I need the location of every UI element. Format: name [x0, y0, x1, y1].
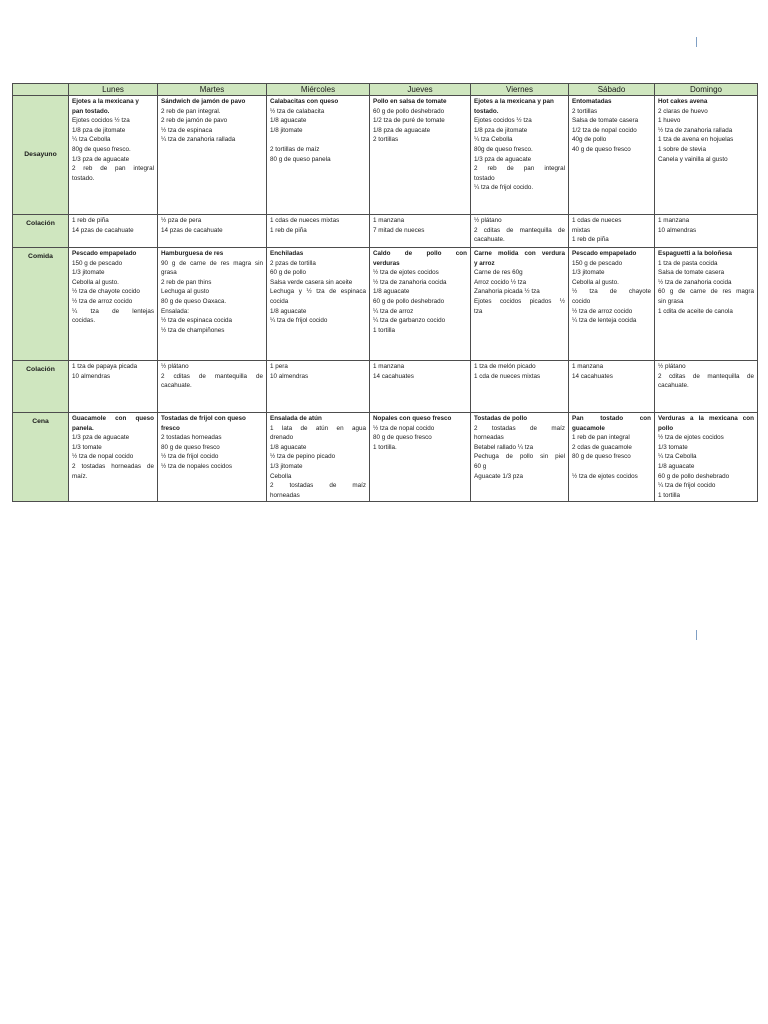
meal-label: Colación — [13, 361, 69, 413]
cell-line: 14 cacahuates — [373, 372, 414, 380]
cell-line: ½ tza de chayote — [572, 288, 651, 296]
cell-line: 1 sobre de stevia — [658, 145, 706, 153]
menu-cell-domingo — [655, 215, 758, 248]
menu-cell-viernes — [471, 248, 569, 361]
cell-line: ½ tza de ejotes cocidos — [572, 472, 638, 480]
cell-line: ½ tza de nopal cocido — [373, 424, 435, 432]
cell-line: 1 manzana — [658, 217, 690, 224]
cell-line: ¼ tza de lenteja cocida — [572, 317, 637, 325]
cell-line: ½ tza de frijol cocido — [161, 453, 219, 461]
cell-line: ¼ tza de lentejas — [72, 307, 154, 315]
meal-label: Comida — [13, 248, 69, 361]
cell-line: 80 g de queso fresco — [373, 434, 432, 442]
menu-cell-jueves — [370, 248, 471, 361]
cell-line: 1 cdas de nueces mixtas — [270, 217, 340, 224]
cell-line: Verduras a la mexicana con — [658, 415, 754, 422]
cell-line: Hamburguesa de res — [161, 250, 224, 257]
cell-line: mixtas — [572, 226, 591, 234]
cell-line: fresco — [161, 424, 180, 432]
cell-line: Salsa de tomate casera — [658, 269, 725, 277]
meal-label: Colación — [13, 215, 69, 248]
cell-line: Carne de res 60g — [474, 269, 523, 277]
cell-line: 2 pzas de tortilla — [270, 259, 316, 267]
cell-line: 1 cdas de nueces — [572, 217, 622, 224]
cell-line: 60 g de pollo — [270, 269, 307, 277]
cell-line: 2 reb de pan integral — [72, 165, 154, 173]
cell-line: pollo — [658, 424, 674, 432]
cell-line: Lechuga al gusto — [161, 288, 209, 296]
cell-line: 1 manzana — [572, 363, 604, 370]
cell-line: 2 reb de pan integral. — [161, 107, 221, 115]
cell-line: 1 reb de pan integral — [572, 434, 630, 442]
cell-line: 1/3 jitomate — [72, 269, 105, 277]
menu-cell-martes — [158, 96, 267, 215]
cell-line: ½ tza de zanahoria cocida — [658, 278, 732, 286]
cell-line: 2 reb de pan thins — [161, 278, 212, 286]
cell-line: 2 reb de jamón de pavo — [161, 117, 228, 125]
cell-line: verduras — [373, 259, 400, 267]
cell-line: 150 g de pescado — [572, 259, 623, 267]
cell-line: Guacamole con queso — [72, 415, 154, 422]
cell-line: ½ tza de ejotes cocidos — [658, 434, 724, 442]
menu-cell-domingo — [655, 248, 758, 361]
day-header-martes: Martes — [158, 84, 267, 96]
menu-cell-jueves — [370, 96, 471, 215]
menu-cell-viernes — [471, 96, 569, 215]
cell-line: 1/2 tza de puré de tomate — [373, 117, 445, 125]
menu-cell-lunes — [69, 215, 158, 248]
cell-line: ½ plátano — [161, 363, 189, 370]
cell-line: 1 pera — [270, 363, 288, 370]
cell-line: tza — [474, 307, 483, 315]
menu-cell-miercoles — [267, 215, 370, 248]
cell-line: ½ tza de zanahoria cocida — [373, 278, 447, 286]
cell-line: Pollo en salsa de tomate — [373, 98, 447, 105]
cell-line: ½ tza de nopales cocidos — [161, 462, 233, 470]
cell-line: 80 g de queso fresco — [572, 453, 631, 461]
cell-line: 60 g de carne de res magra — [658, 288, 754, 296]
cell-line: ¼ tza de frijol cocido — [658, 482, 716, 490]
cell-line: Entomatadas — [572, 98, 612, 105]
cell-line: 2 reb de pan integral — [474, 165, 565, 173]
cell-line: Espaguetti a la boloñesa — [658, 250, 732, 257]
cell-line — [572, 462, 651, 472]
cell-line: ½ plátano — [658, 363, 686, 370]
cell-line: 1 tza de pasta cocida — [658, 259, 718, 267]
cell-line: ½ tza de ejotes cocidos — [373, 269, 439, 277]
cell-line: 80g de queso fresco. — [474, 145, 533, 153]
cell-line: Ejotes cocidos picados ½ — [474, 297, 565, 305]
cell-line: 1 cda de nueces mixtas — [474, 372, 541, 380]
colacion-am-row — [13, 215, 758, 248]
cell-line: Pechuga de pollo sin piel — [474, 453, 565, 461]
day-header-jueves: Jueves — [370, 84, 471, 96]
menu-cell-lunes — [69, 248, 158, 361]
cell-line: Tostadas de pollo — [474, 415, 528, 422]
cell-line: 1 tortilla — [658, 491, 681, 499]
cell-line: 14 pzas de cacahuate — [72, 226, 134, 234]
cell-line: cocidas. — [72, 317, 96, 325]
menu-cell-sabado — [569, 361, 655, 413]
cell-line: guacamole — [572, 424, 605, 432]
cell-line: 1/8 aguacate — [658, 462, 695, 470]
cell-line: tostado — [474, 174, 495, 182]
cell-line: Cebolla — [270, 472, 292, 480]
cell-line: ¼ tza de garbanzo cocido — [373, 317, 446, 325]
cell-line: cacahuate. — [161, 382, 192, 390]
cell-line: ½ tza de calabacita — [270, 107, 325, 115]
cell-line: 1 tza de melón picado — [474, 363, 536, 370]
cell-line: ½ tza de chayote cocido — [72, 288, 140, 296]
cell-line: 2 tostadas de maíz — [270, 482, 366, 490]
cell-line: 1/3 pza de aguacate — [72, 155, 130, 163]
cell-line: ¼ tza Cebolla — [72, 136, 111, 144]
cell-line: grasa — [161, 269, 177, 277]
cell-line: 60 g de pollo deshebrado — [373, 297, 445, 305]
cell-line: ½ pza de pera — [161, 217, 202, 224]
cell-line: 40g de pollo — [572, 136, 607, 144]
cell-line: 1 tortilla. — [373, 443, 397, 451]
cell-line: Caldo de pollo con — [373, 250, 467, 257]
day-header-lunes: Lunes — [69, 84, 158, 96]
menu-cell-jueves — [370, 413, 471, 502]
cell-line: Zanahoria picada ½ tza — [474, 288, 540, 296]
cell-line: 1/3 pza de aguacate — [474, 155, 532, 163]
cell-line: Ejotes a la mexicana y pan — [474, 98, 554, 105]
menu-cell-sabado — [569, 215, 655, 248]
comida-row — [13, 248, 758, 361]
menu-cell-domingo — [655, 361, 758, 413]
cell-line: 40 g de queso fresco — [572, 145, 631, 153]
meal-label: Cena — [13, 413, 69, 502]
cell-line: 1 tortilla — [373, 326, 396, 334]
cell-line: 1/8 pza de jitomate — [474, 126, 528, 134]
cell-line: 2 tostadas horneadas — [161, 434, 222, 442]
cell-line: 1/3 jitomate — [270, 462, 303, 470]
cell-line: Pescado empapelado — [72, 250, 137, 257]
cell-line: ¼ tza Cebolla — [658, 453, 697, 461]
cell-line: ½ tza de espinaca cocida — [161, 317, 233, 325]
cell-line: 2 claras de huevo — [658, 107, 708, 115]
cell-line: ¼ tza Cebolla — [474, 136, 513, 144]
cell-line: ½ tza de zanahoria rallada — [658, 126, 733, 134]
cell-line: ½ tza de pepino picado — [270, 453, 336, 461]
cell-line: 1/8 pza de jitomate — [72, 126, 126, 134]
menu-cell-sabado — [569, 413, 655, 502]
cell-line: 1/3 jitomate — [572, 269, 605, 277]
cell-line: 2 tostadas horneadas de — [72, 462, 154, 470]
menu-cell-lunes — [69, 361, 158, 413]
cell-line: 1/3 tomate — [72, 443, 102, 451]
cell-line: Aguacate 1/3 pza — [474, 472, 524, 480]
menu-cell-martes — [158, 248, 267, 361]
menu-cell-martes — [158, 361, 267, 413]
cell-line: ½ plátano — [474, 217, 502, 224]
cell-line: 2 tortillas de maíz — [270, 145, 320, 153]
menu-cell-viernes — [471, 413, 569, 502]
day-header-sabado: Sábado — [569, 84, 655, 96]
cell-line: Ejotes a la mexicana y — [72, 98, 139, 105]
cell-line: Hot cakes avena — [658, 98, 708, 105]
cell-line: Pescado empapelado — [572, 250, 637, 257]
cell-line: 1/8 aguacate — [270, 307, 307, 315]
cell-line: ½ tza de champiñones — [161, 326, 225, 334]
menu-cell-martes — [158, 413, 267, 502]
cell-line: 14 pzas de cacahuate — [161, 226, 223, 234]
cell-line: y arroz — [474, 259, 495, 267]
cell-line: 2 cditas de mantequilla de — [474, 226, 565, 234]
cell-line: 150 g de pescado — [72, 259, 123, 267]
cell-line: Salsa de tomate casera — [572, 117, 639, 125]
cell-line: ½ tza de arroz cocido — [572, 307, 633, 315]
cell-line: 1 manzana — [373, 363, 405, 370]
menu-cell-miercoles — [267, 361, 370, 413]
cell-line: 60 g — [474, 462, 487, 470]
cell-line: Nopales con queso fresco — [373, 415, 452, 422]
cell-line: 1/8 aguacate — [270, 443, 307, 451]
cell-line: 1 reb de piña — [72, 217, 109, 224]
cell-line: ½ tza de nopal cocido — [72, 453, 134, 461]
menu-cell-miercoles — [267, 413, 370, 502]
page-margin-mark-bottom — [696, 630, 697, 640]
cell-line: Cebolla al gusto. — [72, 278, 119, 286]
cell-line: Ensalada de atún — [270, 415, 322, 422]
corner-cell — [13, 84, 69, 96]
cell-line: 7 mitad de nueces — [373, 226, 425, 234]
cell-line: 2 tostadas de maíz — [474, 424, 565, 432]
cell-line: ¼ tza de frijol cocido. — [474, 184, 534, 192]
day-header-viernes: Viernes — [471, 84, 569, 96]
cell-line: 80 g de queso fresco — [161, 443, 220, 451]
menu-cell-viernes — [471, 361, 569, 413]
cell-line — [270, 135, 366, 145]
cell-line: Tostadas de frijol con queso — [161, 415, 246, 422]
cell-line: 80 g de queso panela — [270, 155, 331, 163]
cell-line: 2 cditas de mantequilla de — [161, 372, 263, 380]
cell-line: 60 g de pollo deshebrado — [658, 472, 730, 480]
cell-line: 1 cdita de aceite de canola — [658, 307, 733, 315]
cell-line: horneadas — [270, 491, 300, 499]
cell-line: Ejotes cocidos ½ tza — [72, 117, 130, 125]
cell-line: Arroz cocido ½ tza — [474, 278, 527, 286]
cell-line: Ejotes cocidos ½ tza — [474, 117, 532, 125]
cell-line: 80g de queso fresco. — [72, 145, 131, 153]
cell-line: Salsa verde casera sin aceite — [270, 278, 353, 286]
cell-line: ¼ tza de zanahoria rallada — [161, 136, 236, 144]
cell-line: 1/2 tza de nopal cocido — [572, 126, 637, 134]
cell-line: Lechuga y ½ tza de espinaca — [270, 288, 366, 296]
cell-line: Pan tostado con — [572, 415, 651, 422]
cell-line: 1 tza de avena en hojuelas — [658, 136, 734, 144]
cell-line: 1/8 jitomate — [270, 126, 303, 134]
cell-line: 1 reb de piña — [572, 236, 609, 244]
cell-line: 1 lata de atún en agua — [270, 424, 366, 432]
menu-cell-miercoles — [267, 248, 370, 361]
cell-line: 1 reb de piña — [270, 226, 307, 234]
menu-cell-sabado — [569, 248, 655, 361]
page-margin-mark-top — [696, 37, 697, 47]
cell-line: Sándwich de jamón de pavo — [161, 98, 246, 105]
cell-line: Enchiladas — [270, 250, 304, 257]
desayuno-row — [13, 96, 758, 215]
cell-line: 1 huevo — [658, 117, 681, 125]
cell-line: cocido — [572, 297, 591, 305]
cell-line: 90 g de carne de res magra sin — [161, 259, 263, 267]
weekly-meal-plan-table — [12, 83, 758, 502]
cell-line: 80 g de queso Oaxaca. — [161, 297, 227, 305]
cell-line: Ensalada: — [161, 307, 190, 315]
cell-line: tostado. — [72, 174, 95, 182]
cell-line: 10 almendras — [270, 372, 309, 380]
cell-line: 2 tortillas — [373, 136, 399, 144]
cell-line: 1/8 pza de aguacate — [373, 126, 431, 134]
cell-line: 2 tortillas — [572, 107, 598, 115]
cell-line: 60 g de pollo deshebrado — [373, 107, 445, 115]
menu-cell-domingo — [655, 413, 758, 502]
cell-line: pan tostado. — [72, 107, 110, 115]
day-header-domingo: Domingo — [655, 84, 758, 96]
cell-line: cacahuate. — [474, 236, 505, 244]
cell-line: Carne molida con verdura — [474, 250, 565, 257]
cell-line: Calabacitas con queso — [270, 98, 339, 105]
cell-line: 1/8 aguacate — [373, 288, 410, 296]
menu-cell-sabado — [569, 96, 655, 215]
cell-line: maíz. — [72, 472, 88, 480]
cell-line: cacahuate. — [658, 382, 689, 390]
header-row — [13, 84, 758, 96]
cell-line: tostado. — [474, 107, 499, 115]
cena-row — [13, 413, 758, 502]
cell-line: horneadas — [474, 434, 504, 442]
cell-line: sin grasa — [658, 297, 684, 305]
cell-line: Betabel rallado ¼ tza — [474, 443, 534, 451]
cell-line: 2 cdas de guacamole — [572, 443, 632, 451]
cell-line: cocida — [270, 297, 289, 305]
colacion-pm-row — [13, 361, 758, 413]
cell-line: 14 cacahuates — [572, 372, 613, 380]
meal-label: Desayuno — [13, 96, 69, 215]
cell-line: 10 almendras — [658, 226, 697, 234]
cell-line: 1/3 tomate — [658, 443, 688, 451]
cell-line: 1 manzana — [373, 217, 405, 224]
cell-line: ½ tza de arroz cocido — [72, 297, 133, 305]
menu-cell-martes — [158, 215, 267, 248]
cell-line: drenado — [270, 434, 294, 442]
cell-line: 1/8 aguacate — [270, 117, 307, 125]
cell-line: 1/3 pza de aguacate — [72, 434, 130, 442]
menu-cell-miercoles — [267, 96, 370, 215]
cell-line: 10 almendras — [72, 372, 111, 380]
cell-line: ¼ tza de frijol cocido — [270, 317, 328, 325]
day-header-miercoles: Miércoles — [267, 84, 370, 96]
cell-line: 1 tza de papaya picada — [72, 363, 138, 370]
cell-line: Canela y vainilla al gusto — [658, 155, 728, 163]
menu-cell-lunes — [69, 96, 158, 215]
cell-line: ¼ tza de arroz — [373, 307, 414, 315]
cell-line: 2 cditas de mantequilla de — [658, 372, 754, 380]
cell-line: panela. — [72, 424, 94, 432]
cell-line: ½ tza de espinaca — [161, 126, 213, 134]
menu-cell-jueves — [370, 215, 471, 248]
menu-cell-jueves — [370, 361, 471, 413]
menu-cell-domingo — [655, 96, 758, 215]
cell-line: Cebolla al gusto. — [572, 278, 619, 286]
menu-cell-viernes — [471, 215, 569, 248]
menu-cell-lunes — [69, 413, 158, 502]
